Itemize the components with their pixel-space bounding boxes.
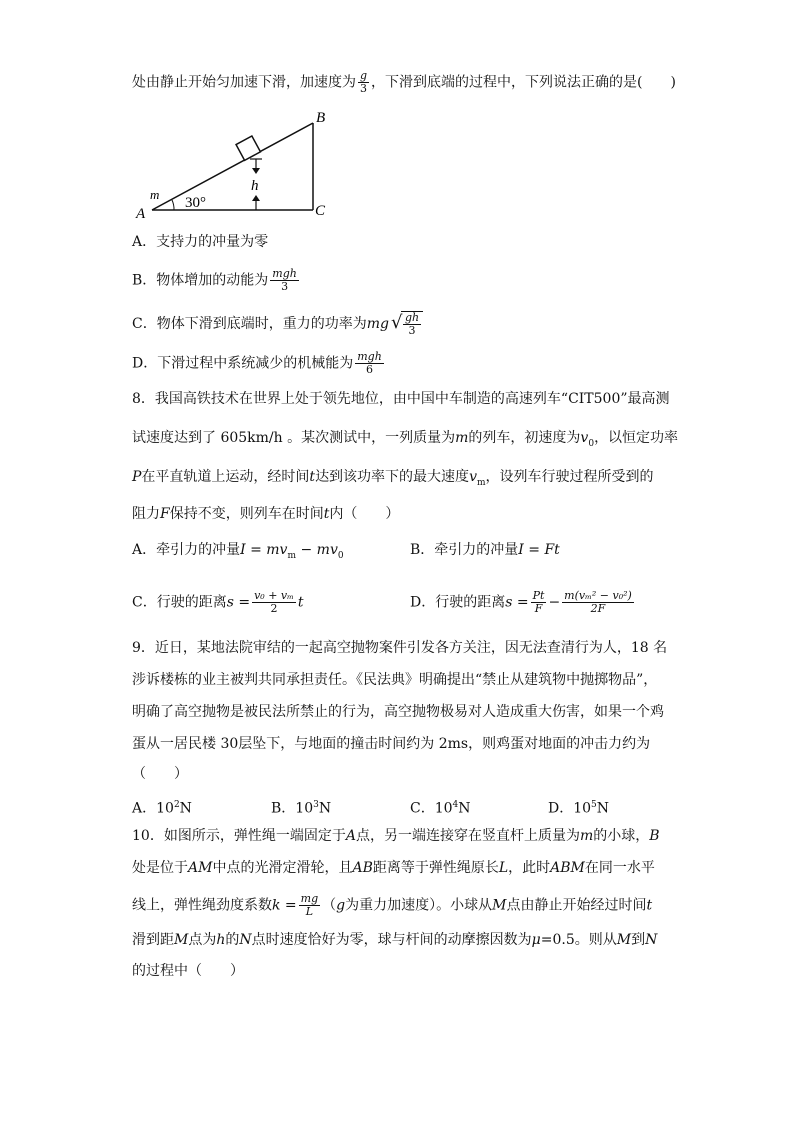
- h-arrow-top-head: [252, 168, 260, 174]
- q7-accel-fraction: $\frac{g}{3}$: [360, 69, 368, 95]
- angle-label: 30°: [185, 195, 206, 211]
- q7-stem: [132, 70, 676, 95]
- q9-option-b: B．$10^3N$: [271, 800, 332, 817]
- q10-line1: 10．如图所示，弹性绳一端固定于A点，另一端连接穿在竖直杆上质量为m的小球，B: [132, 828, 660, 844]
- q8-line3: P在平直轨道上运动，经时间t达到该功率下的最大速度$v_m$，设列车行驶过程所受到的: [132, 469, 654, 488]
- label-C: C: [315, 203, 326, 219]
- q10-line4: 滑到距M点为h的N点时速度恰好为零，球与杆间的动摩擦因数为μ=0.5。则从M到N: [132, 932, 658, 948]
- block-on-incline: [236, 136, 260, 160]
- q9-line2: 涉诉楼栋的业主被判共同承担责任。《民法典》明确提出“禁止从建筑物中抛掷物品”，: [132, 672, 658, 688]
- label-B: B: [316, 110, 326, 126]
- q8-line4: 阻力F保持不变，则列车在时间t内（ ）: [132, 506, 400, 522]
- q8-option-b: B．牵引力的冲量I = Ft: [410, 542, 560, 558]
- q10-line3: 线上，弹性绳劲度系数k = $\frac{mg}{L}$ （g为重力加速度）。小球从M点由静止开始经过时间t: [132, 892, 653, 918]
- h-label: h: [251, 178, 259, 194]
- q10-line2: 处是位于AM中点的光滑定滑轮，且AB距离等于弹性绳原长L，此时ABM在同一水平: [132, 860, 655, 876]
- label-A: A: [136, 206, 146, 221]
- q8-option-a: A．牵引力的冲量$I = mv_m - mv_0$: [132, 542, 344, 561]
- q8-option-c: C．行驶的距离s = $\frac{\text{v₀ + vₘ}}{2}$ t: [132, 589, 304, 615]
- q7-option-a: A．支持力的冲量为零: [132, 234, 269, 250]
- q8-line1: 8．我国高铁技术在世界上处于领先地位，由中国中车制造的高速列车“CIT500”最高测: [132, 391, 670, 407]
- q9-line4: 蛋从一居民楼 30层坠下，与地面的撞击时间约为 2ms，则鸡蛋对地面的冲击力约为: [132, 736, 651, 752]
- q9-line3: 明确了高空抛物是被民法所禁止的行为，高空抛物极易对人造成重大伤害，如果一个鸡: [132, 704, 664, 720]
- q9-option-a: A．$10^2N$: [132, 800, 192, 817]
- q9-option-d: D．$10^5N$: [548, 800, 610, 817]
- label-m: m: [150, 187, 160, 202]
- q7-stem-post: ，下滑到底端的过程中，下列说法正确的是( ): [371, 74, 676, 91]
- q7-option-c: C．物体下滑到底端时，重力的功率为mg √ $\frac{gh}{3}$: [132, 311, 423, 337]
- q9-line5: （ ）: [132, 766, 188, 782]
- q9-option-c: C．$10^4N$: [410, 800, 471, 817]
- q7-stem-pre: 处由静止开始匀加速下滑，加速度为: [132, 74, 356, 91]
- q9-line1: 9．近日，某地法院审结的一起高空抛物案件引发各方关注，因无法查清行为人，18 名: [132, 640, 668, 656]
- q7-option-b: B．物体增加的动能为 $\frac{\text{mgh}}{3}$: [132, 267, 297, 293]
- sqrt-symbol: √ $\frac{gh}{3}$: [391, 311, 423, 337]
- h-arrow-bottom-head: [252, 195, 260, 201]
- angle-arc: [172, 200, 174, 210]
- q8-line2: 试速度达到了 605km/h 。某次测试中，一列质量为m的列车，初速度为$v_0$，以恒定功率: [132, 430, 679, 449]
- incline-slope: [152, 123, 313, 210]
- q10-line5: 的过程中（ ）: [132, 963, 244, 979]
- q8-option-d: D．行驶的距离s = $\frac{Pt}{F}$ − $\frac{\text{m(vₘ² − v₀²)}}{2F}$: [410, 589, 632, 615]
- incline-diagram: [130, 106, 340, 221]
- q7-option-d: D．下滑过程中系统减少的机械能为 $\frac{\text{mgh}}{6}$: [132, 350, 382, 376]
